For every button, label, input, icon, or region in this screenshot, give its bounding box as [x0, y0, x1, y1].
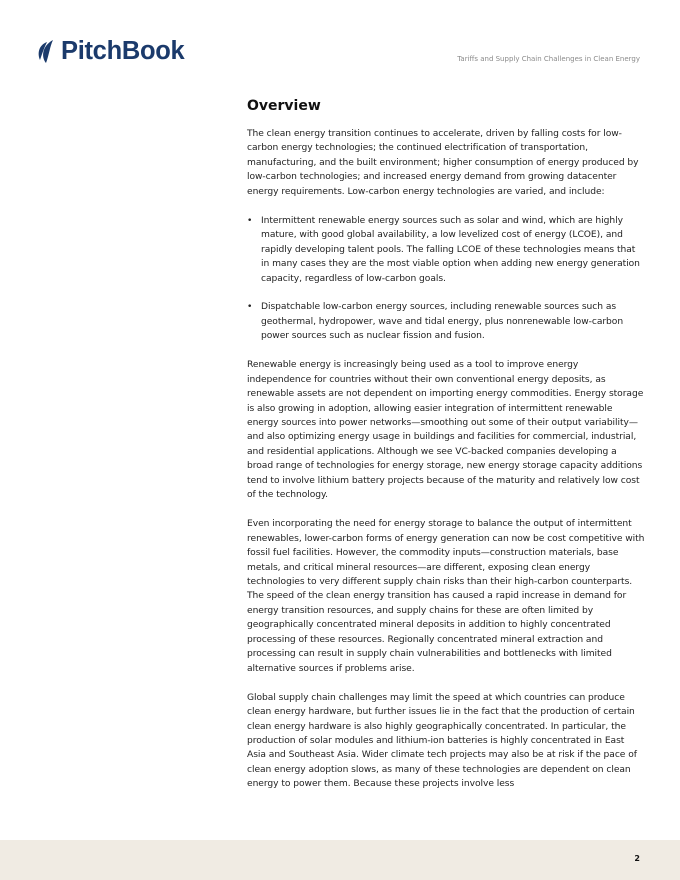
- bullet-item: [247, 300, 645, 343]
- bullet-text: Dispatchable low-carbon energy sources, including renewable sources such as geothermal, hydropower, wave and tidal energy, plus nonrenewable low-carbon power sources such as nuclear fission and fusion.: [261, 302, 624, 342]
- leaf-logo-icon: [36, 37, 60, 65]
- bullet-item: [247, 214, 645, 286]
- section-title: Overview: [247, 98, 321, 114]
- pitchbook-logo: [36, 36, 184, 66]
- report-title: Tariffs and Supply Chain Challenges in Clean Energy: [457, 55, 640, 63]
- logo-wordmark: PitchBook: [61, 37, 185, 65]
- page-footer: [0, 840, 680, 880]
- bullet-dot-icon: •: [247, 215, 253, 226]
- main-content: [247, 97, 645, 806]
- bullet-list: [247, 214, 645, 344]
- body-paragraph: Global supply chain challenges may limit the speed at which countries can produce clean energy hardware, but further issues lie in the fact that the production of certain clean energy hardware is also highly geographically concentrated. In particular, the production of solar modules and lithium-ion batteries is highly concentrated in East Asia and Southeast Asia. Wider climate tech projects may also be at risk if the pace of clean energy adoption slows, as many of these technologies are dependent on clean energy to power them. Because these projects involve less: [247, 692, 637, 790]
- body-paragraph: Renewable energy is increasingly being used as a tool to improve energy independence for countries without their own conventional energy deposits, as renewable assets are not dependent on importing energy commodities. Energy storage is also growing in adoption, allowing easier integration of intermittent renewable energy sources into power networks—smoothing out some of their output variability—and also optimizing energy usage in buildings and facilities for commercial, industrial, and residential applications. Although we see VC-backed companies developing a broad range of technologies for energy storage, new energy storage capacity additions tend to involve lithium battery projects because of the maturity and relatively low cost of the technology.: [247, 360, 644, 501]
- bullet-text: Intermittent renewable energy sources such as solar and wind, which are highly mature, with good global availability, a low levelized cost of energy (LCOE), and rapidly developing talent pools. The falling LCOE of these technologies means that in many cases they are the most viable option when adding new energy generation capacity, regardless of low-carbon goals.: [261, 215, 640, 284]
- page-number: 2: [634, 854, 640, 863]
- body-paragraph: Even incorporating the need for energy storage to balance the output of intermittent renewables, lower-carbon forms of energy generation can now be cost competitive with fossil fuel facilities. However, the commodity inputs—construction materials, base metals, and critical mineral resources—are different, exposing clean energy technologies to very different supply chain risks than their high-carbon counterparts. The speed of the clean energy transition has caused a rapid increase in demand for energy transition resources, and supply chains for these are often limited by geographically concentrated mineral deposits in addition to highly concentrated processing of these resources. Regionally concentrated mineral extraction and processing can result in supply chain vulnerabilities and bottlenecks with limited alternative sources if problems arise.: [247, 519, 645, 674]
- bullet-dot-icon: •: [247, 302, 253, 313]
- intro-paragraph: The clean energy transition continues to accelerate, driven by falling costs for low-carbon energy technologies; the continued electrification of transportation, manufacturing, and the built environment; higher consumption of energy produced by low-carbon technologies; and increased energy demand from growing datacenter energy requirements. Low-carbon energy technologies are varied, and include:: [247, 129, 639, 197]
